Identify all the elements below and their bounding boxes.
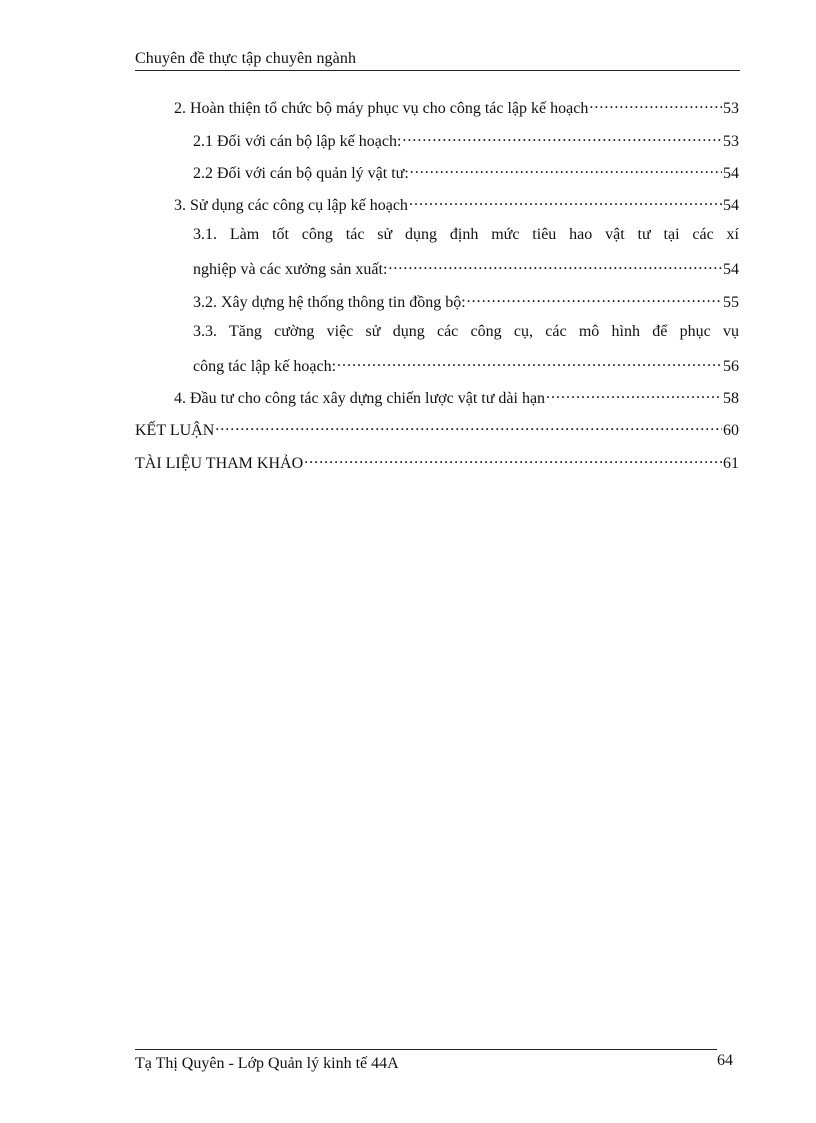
- toc-entry-first-line[interactable]: 3.1. Làm tốt công tác sử dụng định mức tiêu hao vật tư tại các xí: [193, 226, 739, 243]
- toc-entry-title: 2.2 Đối với cán bộ quản lý vật tư:: [193, 165, 409, 182]
- toc-entry-page: 56: [723, 358, 739, 375]
- toc-entry-first-line[interactable]: 3.3. Tăng cường việc sử dụng các công cụ, các mô hình để phục vụ: [193, 323, 739, 340]
- toc-entry[interactable]: [174, 387, 739, 408]
- toc-entry-page: 60: [723, 422, 739, 439]
- toc-entry-page: 61: [723, 455, 739, 472]
- toc-entry[interactable]: [193, 162, 739, 183]
- toc-entry[interactable]: [174, 97, 739, 118]
- toc-entry[interactable]: [193, 258, 739, 279]
- toc-entry[interactable]: [135, 419, 739, 440]
- toc-entry-page: 54: [723, 197, 739, 214]
- toc-entry-page: 58: [723, 390, 739, 407]
- footer-divider: [135, 1049, 717, 1050]
- toc-dot-leader: [215, 419, 722, 435]
- toc-entry-title: 3. Sử dụng các công cụ lập kế hoạch: [174, 197, 408, 214]
- toc-entry-title: 3.2. Xây dựng hệ thống thông tin đồng bộ:: [193, 294, 466, 311]
- toc-entry-page: 55: [723, 294, 739, 311]
- toc-entry-title: nghiệp và các xưởng sản xuất:: [193, 261, 388, 278]
- toc-dot-leader: [304, 452, 722, 468]
- toc-entry-page: 53: [723, 133, 739, 150]
- toc-dot-leader: [410, 162, 722, 178]
- toc-entry-page: 53: [723, 100, 739, 117]
- footer-page-number: 64: [717, 1052, 733, 1069]
- toc-entry-title: 4. Đầu tư cho công tác xây dựng chiến lược vật tư dài hạn: [174, 390, 546, 407]
- page-header-title: Chuyên đề thực tập chuyên ngành: [135, 50, 357, 67]
- toc-entry-title: 2.1 Đối với cán bộ lập kế hoạch:: [193, 133, 402, 150]
- toc-entry-title: TÀI LIỆU THAM KHẢO: [135, 455, 304, 472]
- header-divider: [135, 70, 740, 71]
- toc-entry[interactable]: [135, 452, 739, 473]
- toc-dot-leader: [589, 97, 722, 113]
- footer-author-class: Tạ Thị Quyên - Lớp Quản lý kinh tế 44A: [135, 1055, 399, 1072]
- toc-dot-leader: [546, 387, 722, 403]
- toc-entry-title: công tác lập kế hoạch:: [193, 358, 337, 375]
- toc-dot-leader: [409, 194, 722, 210]
- toc-entry-page: 54: [723, 165, 739, 182]
- toc-entry[interactable]: [193, 291, 739, 312]
- toc-dot-leader: [402, 130, 722, 146]
- toc-entry-page: 54: [723, 261, 739, 278]
- toc-entry[interactable]: [193, 130, 739, 151]
- toc-entry-title: KẾT LUẬN: [135, 422, 215, 439]
- toc-dot-leader: [337, 355, 722, 371]
- toc-entry[interactable]: [193, 355, 739, 376]
- toc-dot-leader: [467, 291, 722, 307]
- toc-entry[interactable]: [174, 194, 739, 215]
- toc-dot-leader: [388, 258, 722, 274]
- toc-entry-title: 2. Hoàn thiện tổ chức bộ máy phục vụ cho công tác lập kế hoạch: [174, 100, 589, 117]
